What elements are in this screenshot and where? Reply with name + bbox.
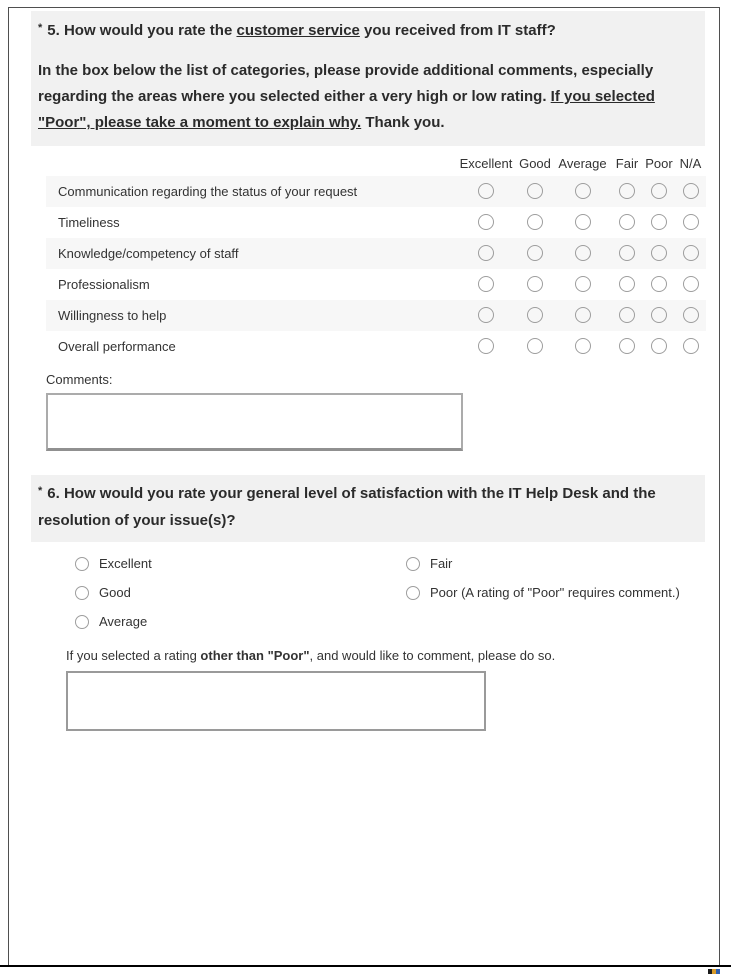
option-excellent [75,549,406,578]
option-label: Poor (A rating of "Poor" requires comment.) [430,585,680,600]
matrix-radio-fair[interactable] [619,214,635,230]
column-header-poor: Poor [645,156,673,171]
column-header-na: N/A [679,156,702,171]
matrix-row-communication [46,176,706,207]
matrix-radio-fair[interactable] [619,307,635,323]
question-6-header-box [31,475,705,542]
column-header-average: Average [558,156,607,171]
instruction-text: Thank you. [361,114,445,131]
radio-average[interactable] [75,615,89,629]
rating-matrix [46,152,706,362]
option-good [75,578,406,607]
matrix-row-label: Communication regarding the status of your request [58,184,358,199]
question-6-title [38,481,691,534]
matrix-row-knowledge [46,238,706,269]
matrix-radio-good[interactable] [527,307,543,323]
option-average [75,607,406,636]
q6-comments-textarea[interactable] [66,671,486,731]
matrix-radio-poor[interactable] [651,276,667,292]
matrix-radio-na[interactable] [683,307,699,323]
matrix-radio-poor[interactable] [651,338,667,354]
required-marker: * [38,22,43,34]
matrix-row-willingness [46,300,706,331]
q6-comment-prompt [66,648,703,663]
page-bottom-rule [0,965,731,967]
question-5-header-box [31,11,705,146]
matrix-radio-average[interactable] [575,214,591,230]
column-header-fair: Fair [615,156,639,171]
radio-excellent[interactable] [75,557,89,571]
matrix-radio-good[interactable] [527,276,543,292]
matrix-radio-good[interactable] [527,338,543,354]
option-label: Excellent [99,556,152,571]
title-text: How would you rate your general level of satisfaction with the IT Help Desk and the resolution of your issue(s)? [38,485,656,529]
matrix-radio-poor[interactable] [651,214,667,230]
cut-off-page-glyph-icon [708,969,720,974]
question-5-title [38,19,691,44]
matrix-radio-na[interactable] [683,245,699,261]
required-marker: * [38,485,43,497]
title-text: you received from IT staff? [359,22,556,39]
matrix-header-row [46,152,706,176]
matrix-row-timeliness [46,207,706,238]
matrix-radio-excellent[interactable] [478,307,494,323]
option-label: Fair [430,556,453,571]
radio-poor[interactable] [406,586,420,600]
matrix-radio-fair[interactable] [619,183,635,199]
radio-fair[interactable] [406,557,420,571]
matrix-radio-excellent[interactable] [478,276,494,292]
instruction-text: In the box below the list of categories, please provide additional comments, especially regarding the areas where you selected either a very high or low rating. [38,62,654,105]
prompt-text: If you selected a rating [66,648,201,663]
question-number: 5. [47,22,60,39]
matrix-radio-good[interactable] [527,245,543,261]
matrix-radio-average[interactable] [575,183,591,199]
matrix-radio-good[interactable] [527,214,543,230]
matrix-row-label: Overall performance [58,339,176,354]
matrix-radio-average[interactable] [575,338,591,354]
column-header-good: Good [519,156,551,171]
matrix-radio-na[interactable] [683,338,699,354]
prompt-text: , and would like to comment, please do so. [309,648,556,663]
matrix-radio-excellent[interactable] [478,338,494,354]
column-header-excellent: Excellent [459,156,513,171]
radio-good[interactable] [75,586,89,600]
matrix-row-label: Timeliness [58,215,120,230]
q5-comments-textarea[interactable] [46,393,463,451]
matrix-radio-fair[interactable] [619,276,635,292]
prompt-bold-text: other than "Poor" [200,648,310,663]
matrix-radio-average[interactable] [575,307,591,323]
matrix-radio-poor[interactable] [651,245,667,261]
matrix-radio-average[interactable] [575,245,591,261]
matrix-radio-na[interactable] [683,214,699,230]
matrix-radio-na[interactable] [683,276,699,292]
matrix-radio-fair[interactable] [619,338,635,354]
option-label: Good [99,585,131,600]
survey-page [8,7,720,965]
q6-options [75,549,703,636]
matrix-row-overall [46,331,706,362]
matrix-row-label: Professionalism [58,277,150,292]
question-number: 6. [47,485,60,502]
matrix-radio-poor[interactable] [651,307,667,323]
option-label: Average [99,614,148,629]
instruction-underlined-text: If you selected "Poor", please take a moment to explain why. [38,88,655,131]
title-underlined-text: customer service [236,22,360,39]
comments-label: Comments: [46,372,113,387]
matrix-row-professionalism [46,269,706,300]
matrix-radio-good[interactable] [527,183,543,199]
matrix-radio-na[interactable] [683,183,699,199]
matrix-radio-excellent[interactable] [478,214,494,230]
option-poor [406,578,680,607]
matrix-row-label: Knowledge/competency of staff [58,246,239,261]
matrix-radio-average[interactable] [575,276,591,292]
question-5-instruction [38,58,691,136]
matrix-radio-poor[interactable] [651,183,667,199]
matrix-row-label: Willingness to help [58,308,167,323]
matrix-radio-fair[interactable] [619,245,635,261]
matrix-radio-excellent[interactable] [478,183,494,199]
title-text: How would you rate the [63,22,237,39]
matrix-radio-excellent[interactable] [478,245,494,261]
option-fair [406,549,680,578]
